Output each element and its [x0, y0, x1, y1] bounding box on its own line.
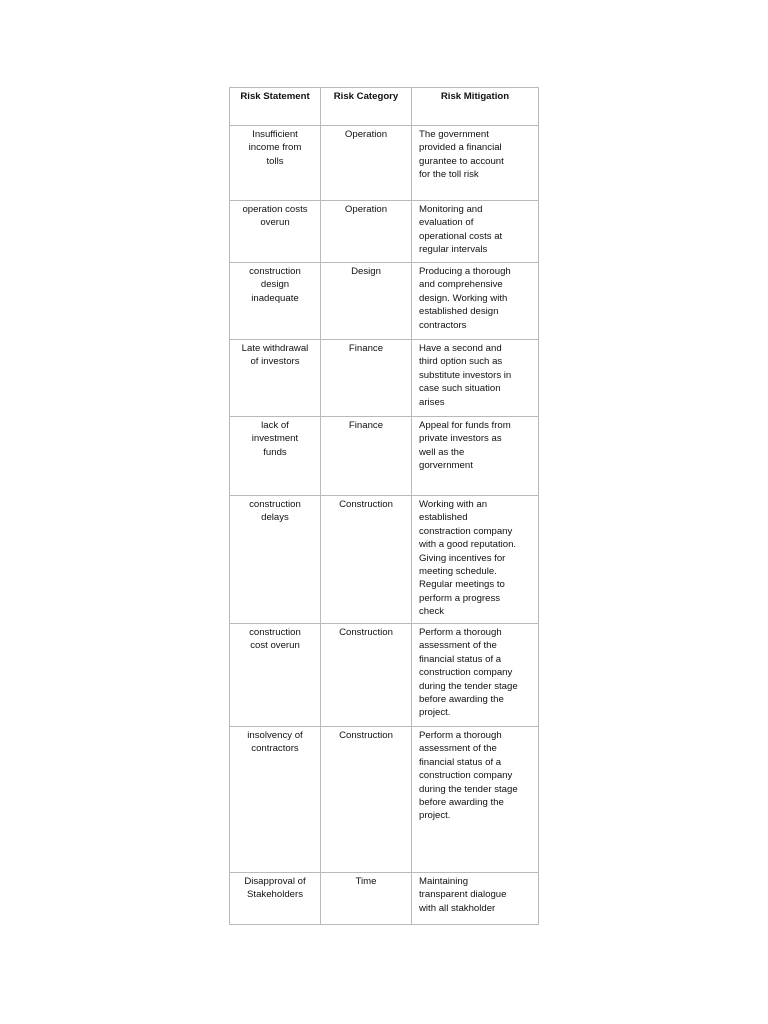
header-risk-mitigation: Risk Mitigation	[412, 88, 539, 126]
risk-statement-cell: operation costs overun	[230, 201, 321, 263]
table-row	[230, 496, 539, 624]
risk-category-cell: Construction	[321, 496, 412, 624]
risk-statement-cell: construction delays	[230, 496, 321, 624]
risk-category-cell: Construction	[321, 624, 412, 727]
risk-statement-cell: Insufficient income from tolls	[230, 126, 321, 201]
table-row	[230, 417, 539, 496]
table-row	[230, 873, 539, 925]
risk-mitigation-cell: Perform a thorough assessment of the financial status of a construction company during the tender stage before awarding the project.	[412, 727, 539, 873]
risk-statement-cell: Late withdrawal of investors	[230, 340, 321, 417]
table-header-row	[230, 88, 539, 126]
table-row	[230, 201, 539, 263]
table-row	[230, 340, 539, 417]
risk-category-cell: Construction	[321, 727, 412, 873]
risk-mitigation-cell: Working with an established constraction company with a good reputation. Giving incentives for meeting schedule. Regular meetings to perform a progress check	[412, 496, 539, 624]
risk-category-cell: Time	[321, 873, 412, 925]
risk-mitigation-cell: Have a second and third option such as substitute investors in case such situation arises	[412, 340, 539, 417]
risk-statement-cell: construction design inadequate	[230, 263, 321, 340]
risk-mitigation-cell: Maintaining transparent dialogue with all stakholder	[412, 873, 539, 925]
header-risk-category: Risk Category	[321, 88, 412, 126]
header-risk-statement: Risk Statement	[230, 88, 321, 126]
risk-statement-cell: lack of investment funds	[230, 417, 321, 496]
risk-statement-cell: insolvency of contractors	[230, 727, 321, 873]
risk-mitigation-cell: The government provided a financial gurantee to account for the toll risk	[412, 126, 539, 201]
risk-statement-cell: Disapproval of Stakeholders	[230, 873, 321, 925]
risk-table	[229, 87, 539, 925]
table-row	[230, 624, 539, 727]
risk-category-cell: Finance	[321, 417, 412, 496]
table-row	[230, 263, 539, 340]
table-row	[230, 727, 539, 873]
risk-category-cell: Operation	[321, 126, 412, 201]
risk-category-cell: Finance	[321, 340, 412, 417]
risk-statement-cell: construction cost overun	[230, 624, 321, 727]
table-row	[230, 126, 539, 201]
risk-mitigation-cell: Monitoring and evaluation of operational costs at regular intervals	[412, 201, 539, 263]
risk-mitigation-cell: Appeal for funds from private investors as well as the gorvernment	[412, 417, 539, 496]
risk-mitigation-cell: Producing a thorough and comprehensive design. Working with established design contractors	[412, 263, 539, 340]
risk-mitigation-cell: Perform a thorough assessment of the financial status of a construction company during the tender stage before awarding the project.	[412, 624, 539, 727]
risk-category-cell: Operation	[321, 201, 412, 263]
risk-category-cell: Design	[321, 263, 412, 340]
